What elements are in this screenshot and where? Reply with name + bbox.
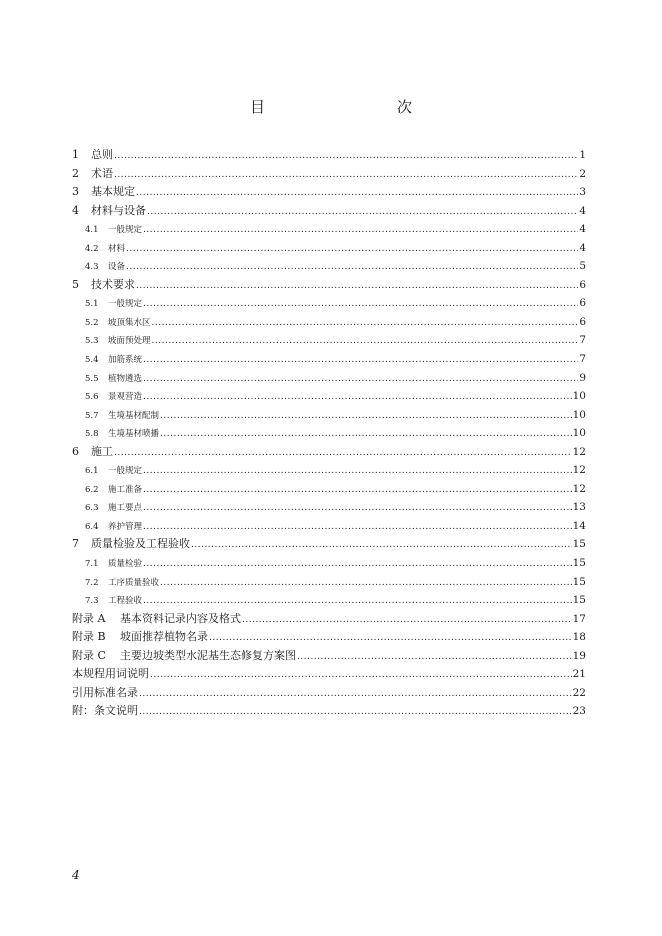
toc-entry-page: 23	[572, 705, 586, 718]
toc-leader-dots	[160, 407, 572, 426]
toc-entry[interactable]	[72, 480, 586, 499]
toc-entry-number: 5.5	[85, 373, 99, 384]
toc-entry-page: 2	[579, 167, 586, 180]
toc-entry-number: 7	[72, 537, 79, 551]
toc-entry-label: 基本资料记录内容及格式	[120, 611, 241, 625]
toc-leader-dots	[143, 351, 578, 370]
toc-entry[interactable]	[72, 331, 586, 350]
toc-entry[interactable]	[72, 610, 586, 629]
toc-leader-dots	[136, 184, 578, 203]
toc-entry-label: 材料与设备	[91, 203, 146, 217]
toc-leader-dots	[242, 611, 572, 630]
toc-entry-number: 6.3	[85, 503, 99, 514]
toc-entry[interactable]	[72, 239, 586, 258]
toc-leader-dots	[126, 240, 578, 259]
toc-entry-number: 3	[72, 185, 79, 199]
toc-entry-page: 10	[572, 427, 586, 440]
toc-entry-page: 15	[572, 557, 586, 570]
toc-leader-dots	[160, 425, 572, 444]
toc-entry[interactable]	[72, 257, 586, 276]
toc-entry[interactable]	[72, 535, 586, 554]
toc-leader-dots	[143, 555, 572, 574]
toc-entry-page: 7	[579, 353, 586, 366]
toc-entry-number: 4.1	[85, 225, 99, 236]
toc-leader-dots	[126, 258, 578, 277]
toc-leader-dots	[143, 462, 572, 481]
toc-entry-label: 质量检验及工程验收	[91, 537, 190, 551]
toc-entry-number: 6.1	[85, 466, 99, 477]
toc-entry-page: 4	[579, 241, 586, 254]
toc-entry[interactable]	[72, 461, 586, 480]
toc-entry-label: 附：条文说明	[72, 704, 138, 718]
toc-entry[interactable]	[72, 498, 586, 517]
toc-entry-label: 一般规定	[108, 225, 143, 236]
toc-leader-dots	[136, 277, 578, 296]
toc-entry-page: 9	[579, 371, 586, 384]
toc-entry-page: 6	[579, 315, 586, 328]
toc-leader-dots	[143, 221, 578, 240]
toc-leader-dots	[143, 518, 572, 537]
toc-entry[interactable]	[72, 276, 586, 295]
toc-entry-number: 6.4	[85, 521, 99, 532]
toc-entry-page: 1	[579, 149, 586, 161]
toc-entry-page: 5	[579, 260, 586, 273]
toc-entry-label: 坡顶集水区	[108, 317, 151, 328]
toc-entry-label: 一般规定	[108, 466, 143, 477]
toc-entry[interactable]	[72, 313, 586, 332]
toc-entry-number: 6	[72, 444, 79, 458]
toc-entry[interactable]	[72, 220, 586, 239]
toc-entry-page: 10	[572, 408, 586, 421]
page-number: 4	[72, 868, 80, 882]
toc-entry-page: 17	[572, 612, 586, 625]
toc-entry[interactable]	[72, 628, 586, 647]
toc-leader-dots	[152, 332, 579, 351]
toc-leader-dots	[139, 703, 572, 722]
toc-entry-label: 材料	[108, 243, 126, 254]
toc-leader-dots	[114, 147, 578, 166]
toc-leader-dots	[114, 444, 572, 463]
toc-leader-dots	[139, 685, 572, 704]
toc-entry-number: 2	[72, 166, 79, 180]
toc-entry-page: 4	[579, 204, 586, 217]
toc-leader-dots	[209, 629, 572, 648]
toc-leader-dots	[143, 388, 572, 407]
toc-entry-page: 14	[572, 519, 586, 532]
toc-entry-number: 6.2	[85, 484, 99, 495]
toc-entry-page: 12	[572, 445, 586, 458]
toc-entry-number: 7.1	[85, 559, 99, 570]
toc-entry-page: 6	[579, 278, 586, 291]
toc-entry[interactable]	[72, 591, 586, 610]
toc-entry-number: 7.2	[85, 577, 99, 588]
toc-entry-number: 5.6	[85, 392, 99, 403]
toc-entry[interactable]	[72, 183, 586, 202]
toc-entry-number: 5.1	[85, 299, 99, 310]
toc-entry[interactable]	[72, 702, 586, 721]
toc-entry-page: 18	[572, 631, 586, 644]
toc-entry-number: 5.3	[85, 336, 99, 347]
toc-entry[interactable]	[72, 424, 586, 443]
toc-entry-label: 主要边坡类型水泥基生态修复方案图	[120, 648, 296, 662]
toc-entry-number: 附录 B	[72, 630, 106, 644]
toc-entry-page: 13	[572, 501, 586, 514]
toc-entry[interactable]	[72, 165, 586, 184]
toc-entry[interactable]	[72, 387, 586, 406]
toc-entry-number: 附录 C	[72, 648, 106, 662]
toc-entry-label: 施工	[91, 444, 113, 458]
toc-entry-page: 4	[579, 223, 586, 236]
toc-leader-dots	[143, 370, 578, 389]
toc-entry-label: 坡面推荐植物名录	[120, 630, 208, 644]
toc-entry-page: 12	[572, 464, 586, 477]
toc-entry-label: 本规程用词说明	[72, 667, 149, 681]
toc-entry-page: 10	[572, 390, 586, 403]
page-title: 目 次	[249, 98, 446, 116]
toc-entry-label: 生境基材配制	[108, 410, 160, 421]
toc-entry-page: 15	[572, 594, 586, 607]
toc-entry-page: 15	[572, 538, 586, 551]
toc-leader-dots	[191, 536, 572, 555]
toc-entry[interactable]	[72, 294, 586, 313]
toc-entry-number: 5	[72, 277, 79, 291]
toc-entry[interactable]	[72, 517, 586, 536]
toc-entry-label: 生境基材喷播	[108, 429, 160, 440]
toc-entry-label: 技术要求	[91, 277, 135, 291]
toc-entry-label: 基本规定	[91, 185, 135, 199]
toc-entry[interactable]	[72, 369, 586, 388]
toc-entry-page: 19	[572, 649, 586, 662]
toc-entry-number: 5.4	[85, 355, 99, 366]
toc-leader-dots	[152, 314, 579, 333]
toc-entry-page: 15	[572, 575, 586, 588]
toc-entry[interactable]	[72, 554, 586, 573]
toc-entry-label: 施工要点	[108, 503, 143, 514]
toc-entry-number: 5.8	[85, 429, 99, 440]
toc-entry[interactable]	[72, 684, 586, 703]
toc-entry[interactable]	[72, 146, 586, 165]
toc-leader-dots	[143, 592, 572, 611]
toc-entry-page: 12	[572, 482, 586, 495]
toc-entry[interactable]	[72, 202, 586, 221]
toc-entry-label: 坡面预处理	[108, 336, 151, 347]
toc-entry-label: 一般规定	[108, 299, 143, 310]
toc-entry-number: 5.7	[85, 410, 99, 421]
toc-entry-label: 加筋系统	[108, 355, 143, 366]
toc-leader-dots	[147, 203, 578, 222]
toc-entry-page: 22	[572, 686, 586, 699]
toc-leader-dots	[297, 648, 572, 667]
toc-leader-dots	[143, 499, 572, 518]
toc-entry-number: 4.3	[85, 262, 99, 273]
toc-leader-dots	[150, 666, 572, 685]
toc-entry[interactable]	[72, 647, 586, 666]
toc-leader-dots	[160, 574, 572, 593]
toc-entry[interactable]	[72, 406, 586, 425]
toc-entry-label: 植物遴选	[108, 373, 143, 384]
toc-entry-label: 养护管理	[108, 521, 143, 532]
table-of-contents	[72, 146, 586, 721]
toc-entry-page: 6	[579, 297, 586, 310]
toc-entry-number: 4.2	[85, 243, 99, 254]
toc-leader-dots	[143, 295, 578, 314]
toc-entry-number: 7.3	[85, 596, 99, 607]
toc-entry-label: 质量检验	[108, 559, 143, 570]
toc-entry-label: 总则	[91, 148, 113, 161]
toc-entry-label: 工序质量验收	[108, 577, 160, 588]
toc-entry-label: 工程验收	[108, 596, 143, 607]
toc-entry-label: 设备	[108, 262, 126, 273]
toc-entry-label: 术语	[91, 166, 113, 180]
toc-entry-page: 21	[572, 668, 586, 681]
toc-entry-number: 4	[72, 203, 79, 217]
toc-entry[interactable]	[72, 573, 586, 592]
toc-leader-dots	[143, 481, 572, 500]
toc-leader-dots	[114, 166, 578, 185]
toc-entry-page: 3	[579, 186, 586, 199]
toc-entry-label: 景观营造	[108, 392, 143, 403]
toc-entry[interactable]	[72, 350, 586, 369]
toc-entry-number: 5.2	[85, 317, 99, 328]
toc-entry[interactable]	[72, 665, 586, 684]
toc-entry-number: 1	[72, 148, 79, 161]
toc-entry-label: 施工准备	[108, 484, 143, 495]
toc-entry[interactable]	[72, 443, 586, 462]
toc-entry-label: 引用标准名录	[72, 685, 138, 699]
toc-entry-page: 7	[579, 334, 586, 347]
toc-entry-number: 附录 A	[72, 611, 106, 625]
